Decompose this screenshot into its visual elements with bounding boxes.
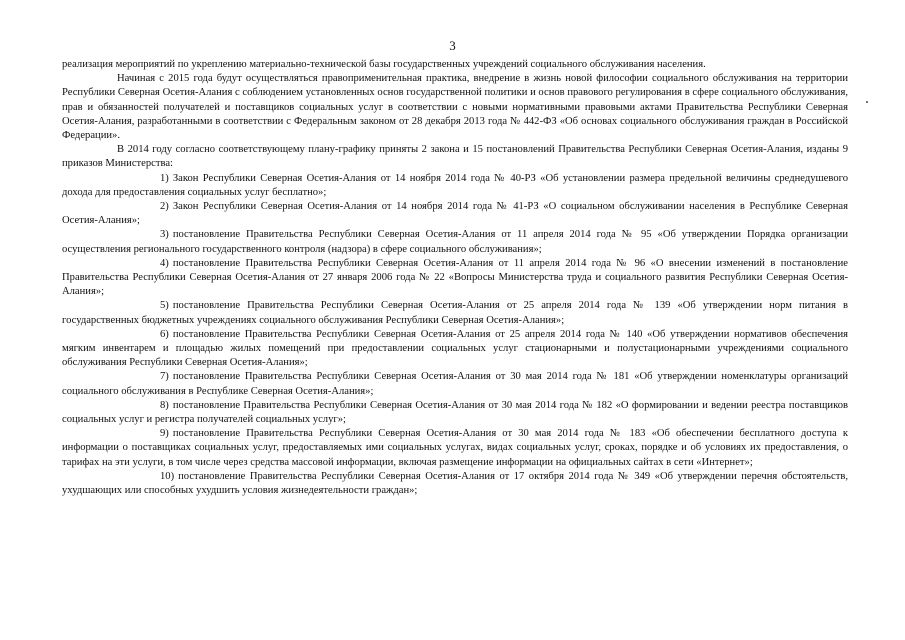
list-item-text: постановление Правительства Республики Северная Осетия-Алания от 25 апреля 2014 года № 140 «Об утверждении нормативов обеспечения мягким инвентарем и площадью жилых помещений при предоставлении социальных услуг стационарными и полустационарными учреждениями социального обслуживания Республики Северная Осетия-Алания»; <box>62 328 848 369</box>
list-item <box>62 328 848 371</box>
list-item <box>62 399 848 427</box>
list-item-number: 9) <box>160 428 169 440</box>
paragraph-2014-acts-intro: В 2014 году согласно соответствующему плану-графику приняты 2 закона и 15 постановлений Правительства Республики Северная Осетия-Алания, изданы 9 приказов Министерства: <box>62 144 848 170</box>
page-number: 3 <box>449 38 456 53</box>
list-item-text: постановление Правительства Республики Северная Осетия-Алания от 30 мая 2014 года № 183 «Об обеспечении бесплатного доступа к информации о поставщиках социальных услуг, предоставляемых ими социальных услугах, видах социальных услуг, сроках, порядке и об условиях их предоставления, о тарифах на эти услуги, в том числе через средства массовой информации, включая размещение информации на официальных сайтах в сети «Интернет»; <box>62 428 848 468</box>
list-item-text: постановление Правительства Республики Северная Осетия-Алания от 11 апреля 2014 года № 95 «Об утверждении Порядка организации осуществления регионального государственного контроля (надзора) в сфере социального обслуживания»; <box>62 229 848 255</box>
list-item <box>62 200 848 228</box>
scan-dot-mark <box>866 101 868 103</box>
list-item-text: постановление Правительства Республики Северная Осетия-Алания от 25 апреля 2014 года № 139 «Об утверждении норм питания в государственных бюджетных учреждениях социального обслуживания Республики Северная Осетия-Алания»; <box>62 300 848 326</box>
list-item-number: 10) <box>160 470 175 482</box>
list-item-number: 7) <box>160 371 169 383</box>
list-item-number: 3) <box>160 229 169 241</box>
list-item <box>62 470 848 498</box>
paragraph-continuation: реализация мероприятий по укреплению материально-технической базы государственных учреждений социального обслуживания населения. <box>62 59 706 70</box>
list-item-text: постановление Правительства Республики Северная Осетия-Алания от 17 октября 2014 года № 349 «Об утверждении перечня обстоятельств, ухудшающих или способных ухудшить условия жизнедеятельности граждан»; <box>62 470 848 497</box>
list-item-number: 4) <box>160 257 169 269</box>
list-item-text: постановление Правительства Республики Северная Осетия-Алания от 30 мая 2014 года № 182 «О формировании и ведении реестра поставщиков социальных услуг и регистра получателей социальных услуг»; <box>62 399 848 426</box>
list-item <box>62 257 848 300</box>
list-item-text: Закон Республики Северная Осетия-Алания от 14 ноября 2014 года № 41-РЗ «О социальном обслуживании населения в Республике Северная Осетия-Алания»; <box>62 201 848 227</box>
list-item-text: Закон Республики Северная Осетия-Алания от 14 ноября 2014 года № 40-РЗ «Об установлении размера предельной величины среднедушевого дохода для предоставления социальных услуг бесплатно»; <box>62 172 848 198</box>
list-item-text: постановление Правительства Республики Северная Осетия-Алания от 11 апреля 2014 года № 96 «О внесении изменений в постановление Правительства Республики Северная Осетия-Алания от 27 января 2006 года № 22 «Вопросы Министерства труда и социального развития Республики Северная Осетия-Алания»; <box>62 257 848 298</box>
list-item <box>62 228 848 256</box>
list-item-number: 5) <box>160 300 169 312</box>
list-item <box>62 370 848 398</box>
list-item-number: 2) <box>160 201 169 213</box>
list-item-number: 1) <box>160 172 169 184</box>
list-item <box>62 172 848 200</box>
paragraph-2015-practice: Начиная с 2015 года будут осуществляться правоприменительная практика, внедрение в жизнь новой философии социального обслуживания на территории Республики Северная Осетия-Алания с соблюдением установленных основ государственной политики и основ правового регулирования в сфере социального обслуживания, прав и обязанностей получателей и поставщиков социальных услуг в соответствии с новыми нормативными правовыми актами Правительства Республики Северная Осетия-Алания, разработанными в соответствии с Федеральным законом от 28 декабря 2013 года № 442-ФЗ «Об основах социального обслуживания граждан в Российской Федерации». <box>62 73 848 142</box>
list-item-number: 6) <box>160 328 169 340</box>
document-body <box>62 58 848 498</box>
list-item <box>62 299 848 327</box>
list-item-text: постановление Правительства Республики Северная Осетия-Алания от 30 мая 2014 года № 181 «Об утверждении номенклатуры организаций социального обслуживания в Республике Северная Осетия-Алания»; <box>62 371 848 397</box>
list-item <box>62 427 848 470</box>
list-item-number: 8) <box>160 399 169 411</box>
